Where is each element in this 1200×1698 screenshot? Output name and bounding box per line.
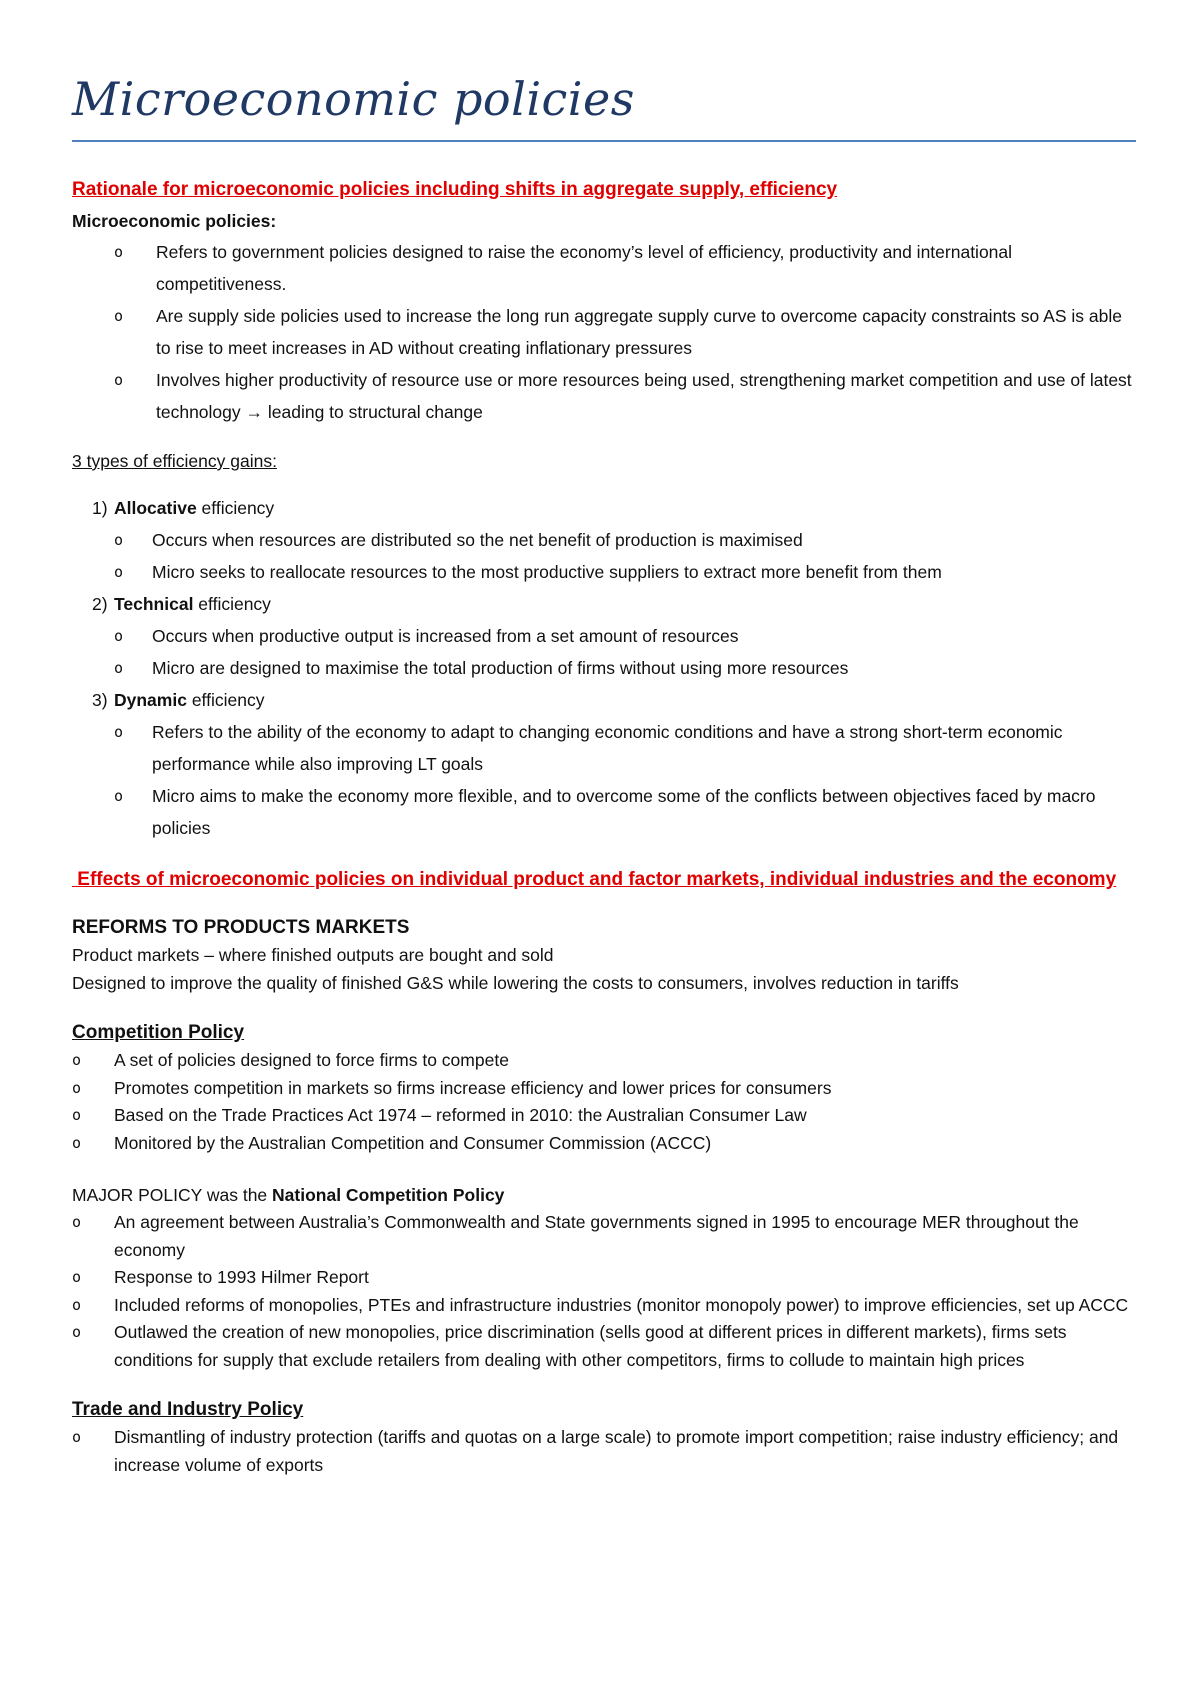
reforms-line: Designed to improve the quality of finished G&S while lowering the costs to consumers, involves reduction in tariffs	[72, 972, 959, 993]
list-item: o Occurs when productive output is increased from a set amount of resources	[72, 620, 1136, 652]
list-number: 2)	[92, 594, 108, 614]
list-item: o Dismantling of industry protection (tariffs and quotas on a large scale) to promote import competition; raise industry efficiency; and increase volume of exports	[72, 1424, 1136, 1479]
efficiency-type-suffix: efficiency	[193, 594, 271, 614]
list-item: o Micro aims to make the economy more flexible, and to overcome some of the conflicts between objectives faced by macro policies	[72, 780, 1136, 844]
major-policy-prefix: MAJOR POLICY was the	[72, 1185, 273, 1205]
list-item: o Monitored by the Australian Competition and Consumer Commission (ACCC)	[72, 1130, 1136, 1158]
efficiency-type-name: Allocative	[114, 498, 197, 518]
reforms-heading: REFORMS TO PRODUCTS MARKETS	[72, 917, 410, 938]
major-policy-bullet-list	[72, 1209, 1136, 1374]
list-number: 1)	[92, 498, 108, 518]
competition-policy-heading: Competition Policy	[72, 1022, 245, 1043]
efficiency-types-heading: 3 types of efficiency gains:	[72, 451, 277, 471]
list-item: o Promotes competition in markets so firms increase efficiency and lower prices for consumers	[72, 1075, 1136, 1103]
trade-bullet-list	[72, 1424, 1136, 1479]
list-item: o Based on the Trade Practices Act 1974 – reformed in 2010: the Australian Consumer Law	[72, 1102, 1136, 1130]
list-item: o Are supply side policies used to increase the long run aggregate supply curve to overcome capacity constraints so AS is able to rise to meet increases in AD without creating inflationary pressures	[114, 300, 1136, 364]
efficiency-type-item	[72, 588, 1136, 684]
efficiency-types-list	[72, 492, 1136, 844]
list-item: o An agreement between Australia’s Commonwealth and State governments signed in 1995 to encourage MER throughout the economy	[72, 1209, 1136, 1264]
list-item: o Occurs when resources are distributed so the net benefit of production is maximised	[72, 524, 1136, 556]
major-policy-line	[72, 1181, 1136, 1209]
list-item: o Micro seeks to reallocate resources to the most productive suppliers to extract more benefit from them	[72, 556, 1136, 588]
reforms-line: Product markets – where finished outputs are bought and sold	[72, 945, 554, 965]
title-underline-rule	[72, 140, 1136, 142]
page-title: Microeconomic policies	[72, 72, 635, 126]
list-item: o Involves higher productivity of resource use or more resources being used, strengthening market competition and use of latest technology → leading to structural change	[114, 364, 1136, 428]
section-heading-effects: Effects of microeconomic policies on individual product and factor markets, individual industries and the economy	[72, 869, 1117, 890]
efficiency-type-item	[72, 684, 1136, 844]
efficiency-type-suffix: efficiency	[186, 690, 265, 710]
list-number: 3)	[92, 690, 108, 710]
efficiency-type-points	[72, 524, 1136, 588]
list-item: o A set of policies designed to force firms to compete	[72, 1047, 1136, 1075]
list-item: o Included reforms of monopolies, PTEs and infrastructure industries (monitor monopoly power) to improve efficiencies, set up ACCC	[72, 1292, 1136, 1320]
list-item: o Outlawed the creation of new monopolies, price discrimination (sells good at different prices in different markets), firms sets conditions for supply that exclude retailers from dealing with other competitors, firms to collude to maintain high prices	[72, 1319, 1136, 1374]
rationale-bullet-list	[114, 236, 1136, 428]
efficiency-type-points	[72, 716, 1136, 844]
list-item: o Response to 1993 Hilmer Report	[72, 1264, 1136, 1292]
list-item: o Refers to government policies designed to raise the economy’s level of efficiency, productivity and international competitiveness.	[114, 236, 1136, 300]
list-item: o Micro are designed to maximise the total production of firms without using more resources	[72, 652, 1136, 684]
efficiency-type-name: Dynamic	[114, 690, 187, 710]
efficiency-type-points	[72, 620, 1136, 684]
document-body	[72, 176, 1136, 1479]
major-policy-name: National Competition Policy	[272, 1185, 505, 1205]
section-heading-rationale: Rationale for microeconomic policies including shifts in aggregate supply, efficiency	[72, 179, 838, 200]
list-item: o Refers to the ability of the economy to adapt to changing economic conditions and have a strong short-term economic performance while also improving LT goals	[72, 716, 1136, 780]
competition-bullet-list	[72, 1047, 1136, 1157]
efficiency-type-item	[72, 492, 1136, 588]
efficiency-type-suffix: efficiency	[196, 498, 275, 518]
subheading-micro-policies: Microeconomic policies:	[72, 211, 277, 231]
trade-policy-heading: Trade and Industry Policy	[72, 1399, 304, 1420]
efficiency-type-name: Technical	[114, 594, 194, 614]
